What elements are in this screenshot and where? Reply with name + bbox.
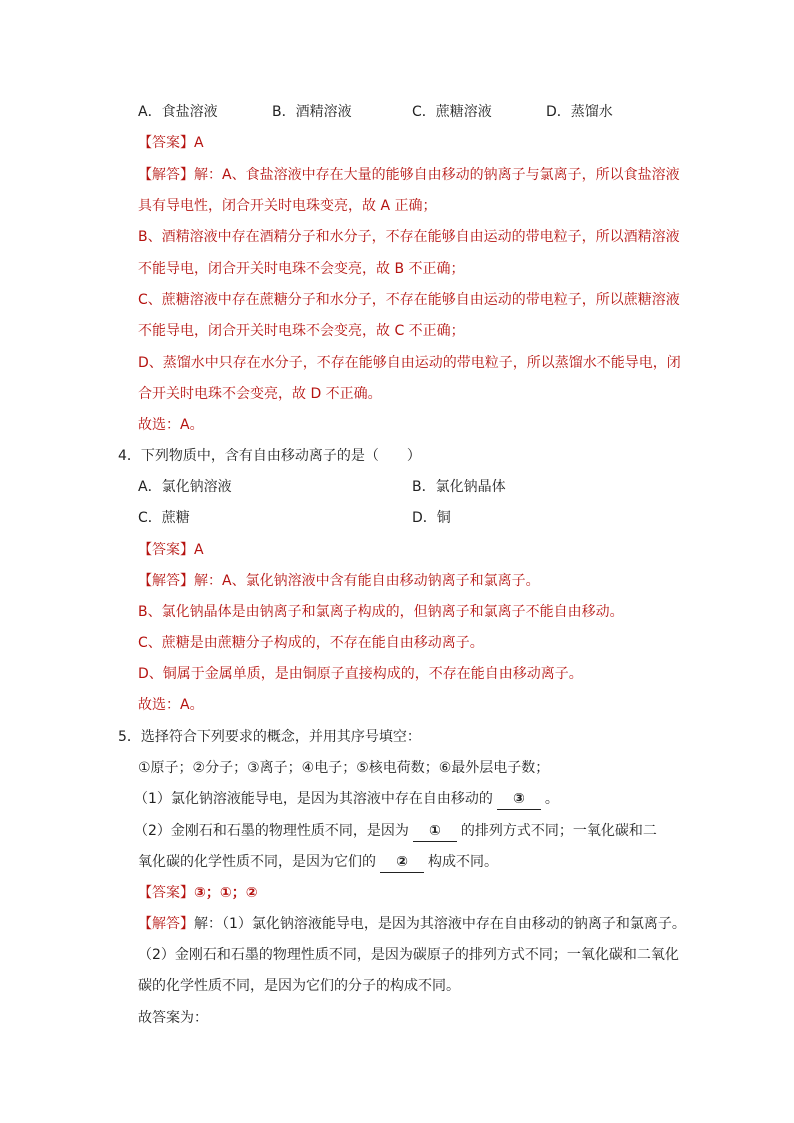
- q3-answer: [138, 133, 204, 153]
- q4-answer: [138, 540, 204, 560]
- analysis-label: 【解答】: [138, 916, 194, 932]
- q3-analysis-line-2: 具有导电性，闭合开关时电珠变亮，故 A 正确；: [138, 198, 437, 214]
- q5-part-2-text: （2）金刚石和石墨的物理性质不同，是因为: [134, 823, 409, 839]
- q3-option-a: A．食盐溶液: [138, 104, 218, 120]
- q3-option-d: D．蒸馏水: [546, 104, 613, 120]
- answer-label: 【答案】: [138, 885, 194, 901]
- q3-conclusion: 故选：A。: [138, 417, 204, 433]
- q4-stem: 4．下列物质中，含有自由移动离子的是（ ）: [118, 448, 421, 464]
- q5-part-3-text: 氧化碳的化学性质不同，是因为它们的: [138, 854, 376, 870]
- q5-blank-1: ③: [497, 789, 541, 810]
- q5-answer: [138, 883, 258, 903]
- q5-part-2: [134, 821, 657, 842]
- q5-blank-2: ①: [413, 821, 457, 842]
- analysis-text: 解：（1）氯化钠溶液能导电，是因为其溶液中存在自由移动的钠离子和氯离子。: [194, 916, 686, 932]
- analysis-label: 【解答】: [138, 573, 194, 589]
- q4-analysis-line-2: B、氯化钠晶体是由钠离子和氯离子构成的，但钠离子和氯离子不能自由移动。: [138, 604, 624, 620]
- q5-part-1: [134, 789, 559, 810]
- q3-option-b: B．酒精溶液: [272, 104, 352, 120]
- q5-stem: 5．选择符合下列要求的概念，并用其序号填空：: [118, 729, 421, 745]
- q5-part-3-end: 构成不同。: [428, 854, 498, 870]
- q4-option-c: C．蔗糖: [138, 510, 190, 526]
- answer-value: A: [194, 542, 204, 558]
- q3-option-c: C．蔗糖溶液: [412, 104, 492, 120]
- q3-analysis-line-6: 不能导电，闭合开关时电珠不会变亮，故 C 不正确；: [138, 323, 465, 339]
- q4-conclusion: 故选：A。: [138, 697, 204, 713]
- q4-option-d: D．铜: [412, 510, 451, 526]
- answer-value: ③；①；②: [194, 885, 258, 901]
- answer-value: A: [194, 135, 204, 151]
- q3-analysis-line-1: [138, 165, 680, 185]
- q3-analysis-line-4: 不能导电，闭合开关时电珠不会变亮，故 B 不正确；: [138, 261, 465, 277]
- q5-part-2-end: 的排列方式不同；一氧化碳和二: [460, 823, 657, 839]
- analysis-text: 解：A、氯化钠溶液中含有能自由移动钠离子和氯离子。: [194, 573, 540, 589]
- q3-analysis-line-7: D、蒸馏水中只存在水分子，不存在能够自由运动的带电粒子，所以蒸馏水不能导电，闭: [138, 355, 681, 371]
- q3-analysis-line-8: 合开关时电珠不会变亮，故 D 不正确。: [138, 386, 382, 402]
- q4-option-b: B．氯化钠晶体: [412, 479, 506, 495]
- answer-label: 【答案】: [138, 135, 194, 151]
- q5-conclusion: 故答案为：: [138, 1010, 208, 1026]
- q5-concepts: ①原子；②分子；③离子；④电子；⑤核电荷数；⑥最外层电子数；: [138, 760, 550, 776]
- q5-part-1-text: （1）氯化钠溶液能导电，是因为其溶液中存在自由移动的: [134, 791, 493, 807]
- q4-analysis-line-1: [138, 571, 540, 591]
- answer-label: 【答案】: [138, 542, 194, 558]
- q4-option-a: A．氯化钠溶液: [138, 479, 232, 495]
- q3-analysis-line-3: B、酒精溶液中存在酒精分子和水分子，不存在能够自由运动的带电粒子，所以酒精溶液: [138, 229, 680, 245]
- q5-analysis-line-3: 碳的化学性质不同，是因为它们的分子的构成不同。: [138, 978, 460, 994]
- q5-analysis-line-2: （2）金刚石和石墨的物理性质不同，是因为碳原子的排列方式不同；一氧化碳和二氧化: [138, 947, 679, 963]
- q5-blank-3: ②: [380, 852, 424, 873]
- analysis-text: 解：A、食盐溶液中存在大量的能够自由移动的钠离子与氯离子，所以食盐溶液: [194, 167, 680, 183]
- q5-part-1-end: 。: [544, 791, 559, 807]
- q3-analysis-line-5: C、蔗糖溶液中存在蔗糖分子和水分子，不存在能够自由运动的带电粒子，所以蔗糖溶液: [138, 292, 680, 308]
- analysis-label: 【解答】: [138, 167, 194, 183]
- q4-analysis-line-3: C、蔗糖是由蔗糖分子构成的，不存在能自由移动离子。: [138, 635, 484, 651]
- q5-analysis-line-1: [138, 914, 686, 934]
- q5-part-2-continued: [138, 852, 498, 873]
- q4-analysis-line-4: D、铜属于金属单质，是由铜原子直接构成的，不存在能自由移动离子。: [138, 666, 583, 682]
